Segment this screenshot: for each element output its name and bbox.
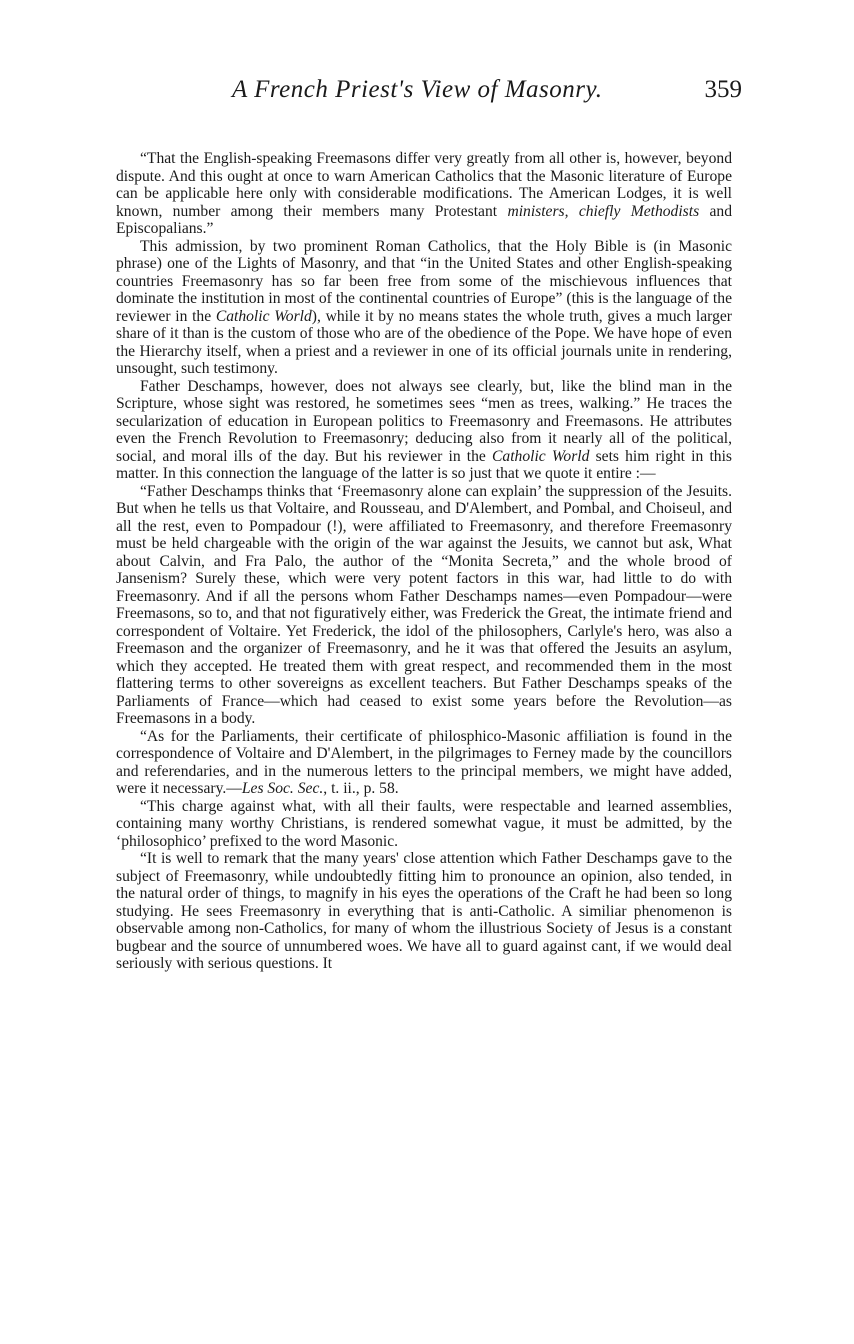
page-header bbox=[112, 76, 742, 116]
italic-run: Catholic World bbox=[492, 447, 590, 465]
paragraph bbox=[116, 798, 732, 851]
italic-run: ministers, chiefly Methodists bbox=[507, 202, 700, 220]
paragraph bbox=[116, 728, 732, 798]
text-run: “That the English-speaking Freemasons differ very greatly from all other is, however, beyond dispute. And this ought at once to warn American Catholics that the Masonic literature of Europe can be applicable here only with considerable modifications. The American Lodges, it is well known, number among their members many Protestant bbox=[116, 150, 732, 220]
text-run: “This charge against what, with all their faults, were respectable and learned assemblies, containing many worthy Christians, is rendered somewhat vague, it must be admitted, by the ‘philosophico’ prefixed to the word Masonic. bbox=[116, 797, 732, 850]
text-run: “Father Deschamps thinks that ‘Freemasonry alone can explain’ the suppression of the Jesuits. But when he tells us that Voltaire, and Rousseau, and D'Alembert, and Pombal, and Choiseul, and all the rest, even to Pompadour (!), were affiliated to Freemasonry, and therefore Freemasonry must be held chargeable with the origin of the war against the Jesuits, we cannot but ask, What about Calvin, and Fra Palo, the author of the “Monita Secreta,” and the whole brood of Jansenism? Surely these, which were very potent factors in this war, had little to do with Freemasonry. And if all the persons whom Father Deschamps names—even Pompadour—were Freemasons, so to, and that not figuratively either, was Frederick the Great, the intimate friend and correspondent of Voltaire. Yet Frederick, the idol of the philosophers, Carlyle's hero, was also a Freemason and the organizer of Freemasonry, and he it was that offered the Jesuits an asylum, which they accepted. He treated them with great respect, and recommended them in the most flattering terms to other sovereigns as excellent teachers. But Father Deschamps speaks of the Parliaments of France—which had ceased to exist some years before the Revolution—as Freemasons in a body. bbox=[116, 482, 732, 727]
text-run: sets him right in this matter. In this connection the language of the latter is so just that we quote it entire :— bbox=[116, 447, 732, 482]
italic-run: Catholic World bbox=[215, 307, 312, 325]
running-title: A French Priest's View of Masonry. bbox=[232, 76, 603, 103]
text-run: Father Deschamps, however, does not always see clearly, but, like the blind man in the Scripture, whose sight was restored, he sometimes sees “men as trees, walking.” He traces the secularization of education in European politics to Freemasonry and Freemasons. He attributes even the French Revolution to Freemasonry; deducing also from it nearly all of the political, social, and moral ills of the day. But his reviewer in the bbox=[116, 377, 732, 465]
paragraph bbox=[116, 378, 732, 483]
text-run: ), while it by no means states the whole truth, gives a much larger share of it than is the custom of those who are of the obedience of the Pope. We have hope of even the Hierarchy itself, when a priest and a reviewer in one of its official journals unite in rendering, unsought, such testimony. bbox=[116, 307, 732, 377]
text-run: “As for the Parliaments, their certificate of philosphico-Masonic affiliation is found in the correspondence of Voltaire and D'Alembert, in the pilgrimages to Ferney made by the councillors and referendaries, and in the numerous letters to the principal members, we might have added, were it necessary.— bbox=[116, 727, 732, 797]
paragraph bbox=[116, 238, 732, 378]
text-run: , t. ii., p. 58. bbox=[323, 780, 399, 797]
paragraph bbox=[116, 150, 732, 238]
text-run: This admission, by two prominent Roman Catholics, that the Holy Bible is (in Masonic phrase) one of the Lights of Masonry, and that “in the United States and other English-speaking countries Freemasonry has so far been free from some of the mischievous influences that dominate the institution in most of the continental countries of Europe” (this is the language of the reviewer in the bbox=[116, 237, 732, 325]
text-run: “It is well to remark that the many years' close attention which Father Deschamps gave to the subject of Freemasonry, while undoubtedly fitting him to pronounce an opinion, also tended, in the natural order of things, to magnify in his eyes the operations of the Craft he had been so long studying. He sees Freemasonry in everything that is anti-Catholic. A similiar phenomenon is observable among non-Catholics, for many of whom the illustrious Society of Jesus is a constant bugbear and the source of unnumbered woes. We have all to guard against cant, if we would deal seriously with serious questions. It bbox=[116, 850, 732, 972]
page-number: 359 bbox=[704, 76, 742, 103]
paragraph bbox=[116, 850, 732, 973]
italic-run: Les Soc. Sec. bbox=[241, 780, 324, 797]
paragraph bbox=[116, 483, 732, 728]
text-run: and Episcopalians.” bbox=[116, 202, 732, 237]
body-text bbox=[116, 150, 732, 973]
